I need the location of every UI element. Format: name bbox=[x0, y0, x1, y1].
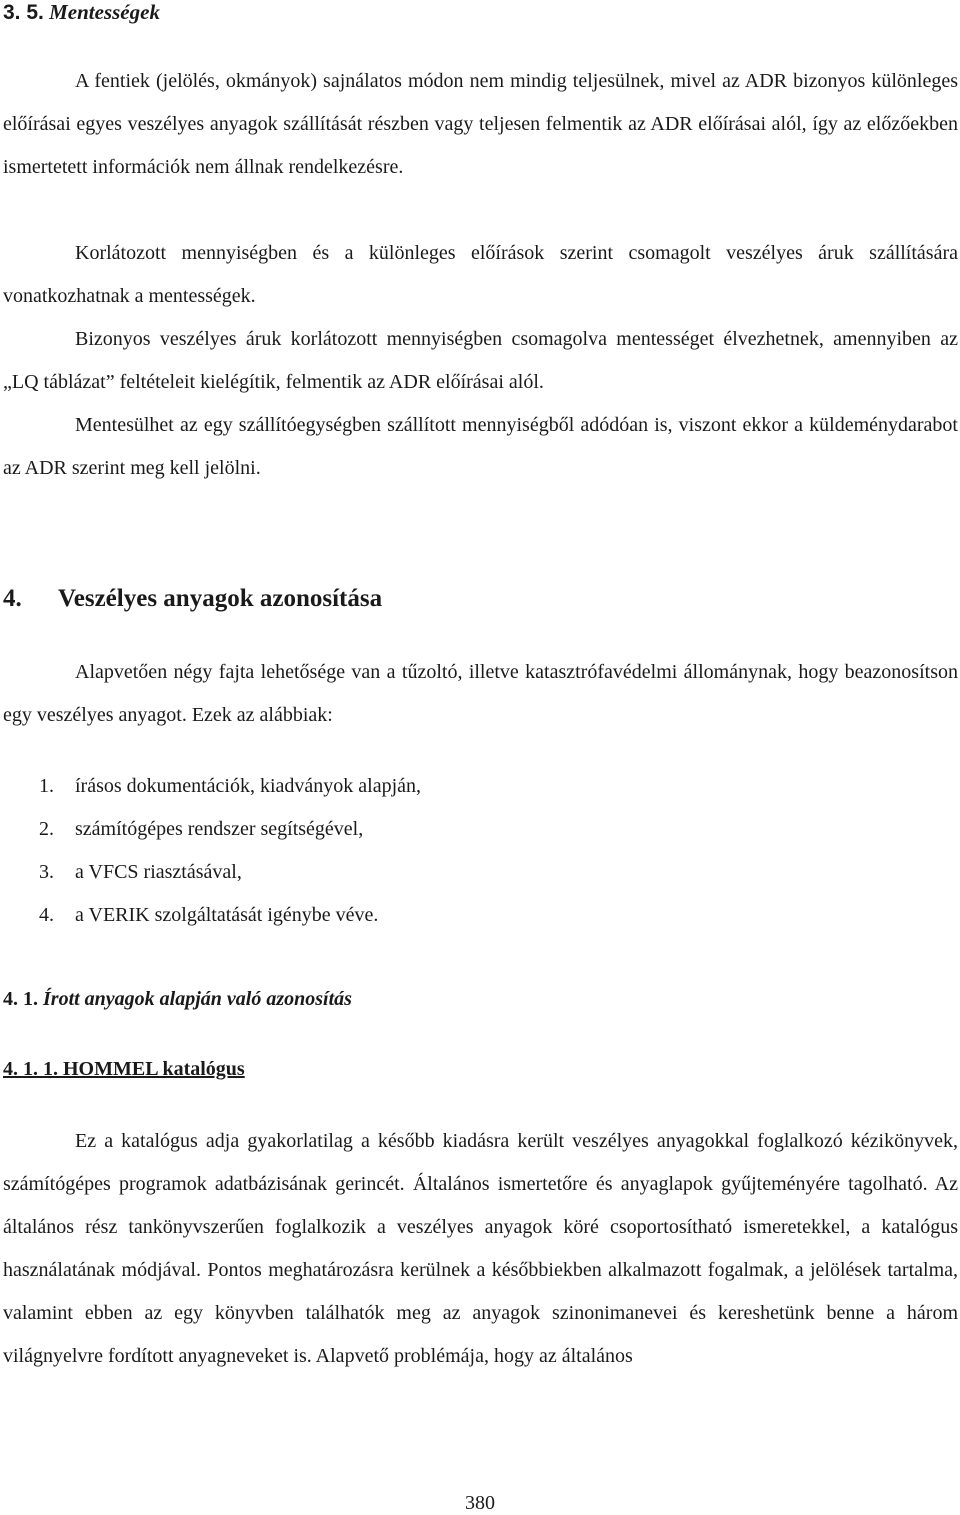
list-item bbox=[3, 851, 958, 894]
list-item-text: írásos dokumentációk, kiadványok alapján, bbox=[75, 775, 422, 797]
list-item-number: 3. bbox=[39, 861, 54, 883]
page-number: 380 bbox=[465, 1492, 495, 1514]
list-item-text: a VERIK szolgáltatását igénybe véve. bbox=[75, 904, 379, 926]
list-item-text: számítógépes rendszer segítségével, bbox=[75, 818, 364, 840]
list-item-number: 1. bbox=[39, 775, 54, 797]
list-item bbox=[3, 894, 958, 937]
paragraph-transport-unit: Mentesülhet az egy szállítóegységben szállított mennyiségből adódóan is, viszont ekkor a küldeménydarabot az ADR szerint meg kell jelölni. bbox=[3, 414, 958, 479]
list-item-text: a VFCS riasztásával, bbox=[75, 861, 242, 883]
paragraph-limited-quantity: Korlátozott mennyiségben és a különleges előírások szerint csomagolt veszélyes áruk szállítására vonatkozhatnak a mentességek. bbox=[3, 242, 958, 307]
identification-methods-list bbox=[3, 765, 958, 937]
list-item bbox=[3, 765, 958, 808]
chapter-title: Veszélyes anyagok azonosítása bbox=[58, 585, 383, 612]
list-item bbox=[3, 808, 958, 851]
paragraph-lq-table: Bizonyos veszélyes áruk korlátozott mennyiségben csomagolva mentességet élvezhetnek, amennyiben az „LQ táblázat” feltételeit kielégítik, felmentik az ADR előírásai alól. bbox=[3, 328, 958, 393]
chapter-number: 4. bbox=[3, 585, 22, 612]
list-item-number: 2. bbox=[39, 818, 54, 840]
section-number: 3. 5. bbox=[3, 1, 44, 24]
paragraph-chapter-intro: Alapvetően négy fajta lehetősége van a tűzoltó, illetve katasztrófavédelmi állománynak, hogy beazonosítson egy veszélyes anyagot. Ezek az alábbiak: bbox=[3, 661, 958, 726]
list-item-number: 4. bbox=[39, 904, 54, 926]
section-heading-4-1 bbox=[3, 987, 958, 1011]
paragraph-hommel-catalog: Ez a katalógus adja gyakorlatilag a később kiadásra került veszélyes anyagokkal foglalkozó kézikönyvek, számítógépes programok adatbázisának gerincét. Általános ismertetőre és anyaglapok gyűjteményére tagolható. Az általános rész tankönyvszerűen foglalkozik a veszélyes anyagok köré csoportosítható ismeretekkel, a katalógus használatának módjával. Pontos meghatározásra kerülnek a későbbiekben alkalmazott fogalmak, a jelölések tartalma, valamint ebben az egy könyvben találhatók meg az anyagok szinonimanevei és kereshetünk benne a három világnyelvre fordított anyagneveket is. Alapvető problémája, hogy az általános bbox=[3, 1130, 958, 1367]
section-title: Mentességek bbox=[49, 0, 160, 24]
section-heading-3-5 bbox=[3, 0, 958, 25]
section-title: Írott anyagok alapján való azonosítás bbox=[43, 988, 352, 1010]
section-heading-4-1-1: 4. 1. 1. HOMMEL katalógus bbox=[3, 1058, 245, 1080]
chapter-heading-4 bbox=[3, 584, 958, 614]
section-number: 4. 1. bbox=[3, 988, 38, 1010]
paragraph-exemptions-intro: A fentiek (jelölés, okmányok) sajnálatos módon nem mindig teljesülnek, mivel az ADR bizonyos különleges előírásai egyes veszélyes anyagok szállítását részben vagy teljesen felmentik az ADR előírásai alól, így az előzőekben ismertetett információk nem állnak rendelkezésre. bbox=[3, 70, 958, 178]
